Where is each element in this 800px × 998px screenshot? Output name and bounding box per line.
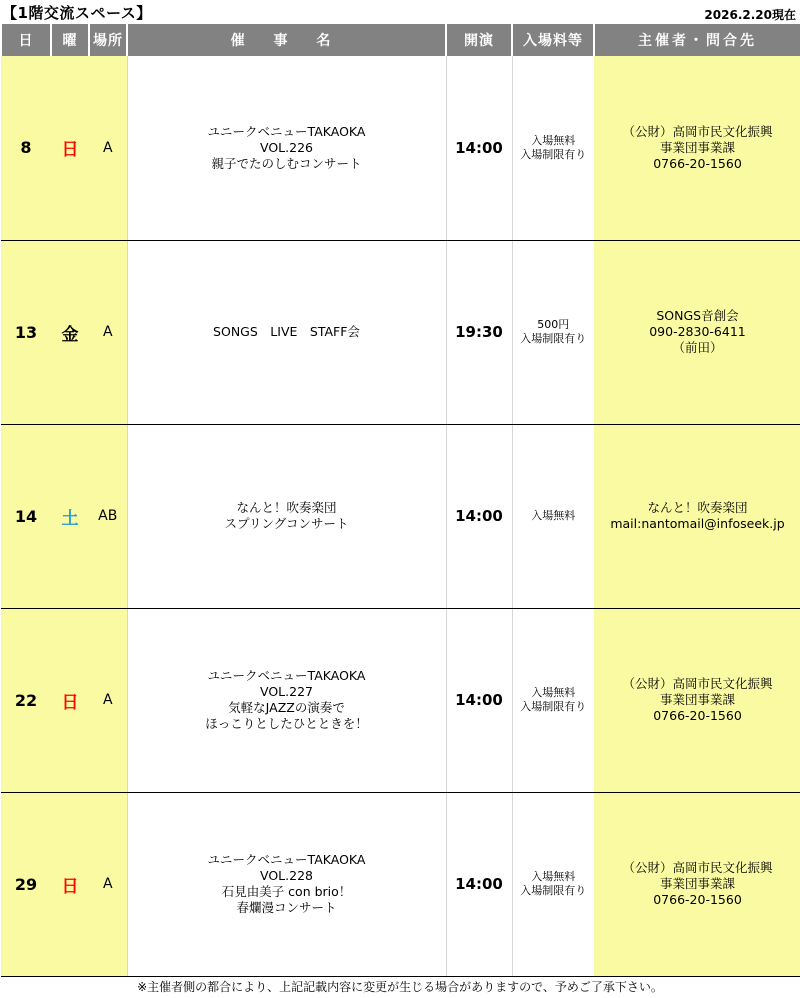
event-title-line: 親子でたのしむコンサート xyxy=(211,155,362,171)
contact-line: 事業団事業課 xyxy=(659,692,735,707)
event-start-time: 14:00 xyxy=(446,56,512,240)
contact-line: 090-2830-6411 xyxy=(649,324,746,339)
contact-line: なんと！吹奏楽団 xyxy=(647,500,748,515)
admission-line: 入場制限有り xyxy=(520,884,587,897)
event-admission-cell xyxy=(512,56,594,240)
event-title-line: SONGS LIVE STAFF会 xyxy=(213,324,360,339)
contact-line: 0766-20-1560 xyxy=(653,155,742,171)
contact-line: （公財）高岡市民文化振興 xyxy=(622,676,773,691)
col-header-event-title: 催 事 名 xyxy=(127,24,446,56)
contact-line: 事業団事業課 xyxy=(659,876,735,891)
event-title-line: ユニークベニューTAKAOKA xyxy=(207,668,366,683)
event-day: 13 xyxy=(1,240,51,424)
table-header-row xyxy=(1,24,800,56)
event-schedule-table xyxy=(0,24,800,977)
event-title-line: ユニークベニューTAKAOKA xyxy=(207,123,366,139)
event-title-line: 石見由美子 con brio！ xyxy=(221,884,352,899)
table-row xyxy=(1,56,800,240)
event-day: 8 xyxy=(1,56,51,240)
contact-line: （公財）高岡市民文化振興 xyxy=(622,860,773,875)
event-title-line: VOL.226 xyxy=(260,139,313,155)
event-admission-cell xyxy=(512,608,594,792)
contact-line: （公財）高岡市民文化振興 xyxy=(622,123,773,139)
event-title-line: ほっこりとしたひとときを！ xyxy=(205,716,368,731)
event-title-cell xyxy=(127,608,446,792)
event-day: 14 xyxy=(1,424,51,608)
col-header-weekday: 曜 xyxy=(51,24,89,56)
organizer-contact-cell xyxy=(594,792,800,976)
organizer-contact-cell xyxy=(594,424,800,608)
event-title-line: VOL.228 xyxy=(260,868,313,883)
admission-line: 入場無料 xyxy=(531,686,576,699)
event-day: 22 xyxy=(1,608,51,792)
contact-line: 0766-20-1560 xyxy=(653,708,742,723)
event-venue: A xyxy=(89,792,127,976)
table-row xyxy=(1,424,800,608)
event-venue: A xyxy=(89,56,127,240)
table-row xyxy=(1,240,800,424)
event-title-cell xyxy=(127,792,446,976)
contact-line: mail:nantomail@infoseek.jp xyxy=(610,516,785,531)
event-title-cell xyxy=(127,56,446,240)
admission-line: 500円 xyxy=(537,318,570,331)
event-start-time: 14:00 xyxy=(446,424,512,608)
col-header-start-time: 開演 xyxy=(446,24,512,56)
event-title-line: スプリングコンサート xyxy=(224,516,349,531)
admission-line: 入場制限有り xyxy=(520,332,587,345)
admission-line: 入場無料 xyxy=(531,509,576,522)
col-header-organizer-contact: 主催者・問合先 xyxy=(594,24,800,56)
event-weekday: 日 xyxy=(51,608,89,792)
admission-line: 入場制限有り xyxy=(520,700,587,713)
event-title-line: 春爛漫コンサート xyxy=(236,900,337,915)
contact-line: SONGS音創会 xyxy=(656,308,739,323)
table-row xyxy=(1,608,800,792)
admission-line: 入場無料 xyxy=(531,133,576,147)
organizer-contact-cell xyxy=(594,608,800,792)
event-weekday: 日 xyxy=(51,56,89,240)
event-admission-cell xyxy=(512,240,594,424)
event-title-line: なんと！吹奏楽団 xyxy=(236,500,337,515)
page-title: 【1階交流スペース】 xyxy=(2,4,152,22)
event-venue: AB xyxy=(89,424,127,608)
col-header-admission: 入場料等 xyxy=(512,24,594,56)
organizer-contact-cell xyxy=(594,56,800,240)
event-admission-cell xyxy=(512,424,594,608)
event-venue: A xyxy=(89,240,127,424)
event-weekday: 金 xyxy=(51,240,89,424)
event-weekday: 日 xyxy=(51,792,89,976)
organizer-contact-cell xyxy=(594,240,800,424)
event-start-time: 14:00 xyxy=(446,608,512,792)
event-title-cell xyxy=(127,240,446,424)
admission-line: 入場制限有り xyxy=(520,147,587,161)
col-header-day: 日 xyxy=(1,24,51,56)
event-weekday: 土 xyxy=(51,424,89,608)
event-venue: A xyxy=(89,608,127,792)
contact-line: 事業団事業課 xyxy=(659,139,735,155)
contact-line: （前田） xyxy=(672,340,723,355)
event-start-time: 19:30 xyxy=(446,240,512,424)
event-title-cell xyxy=(127,424,446,608)
event-day: 29 xyxy=(1,792,51,976)
event-title-line: VOL.227 xyxy=(260,684,313,699)
event-title-line: 気軽なJAZZの演奏で xyxy=(228,700,345,715)
footnote: ※主催者側の都合により、上記記載内容に変更が生じる場合がありますので、予めご了承下さい。 xyxy=(137,980,663,994)
admission-line: 入場無料 xyxy=(531,870,576,883)
contact-line: 0766-20-1560 xyxy=(653,892,742,907)
event-admission-cell xyxy=(512,792,594,976)
event-start-time: 14:00 xyxy=(446,792,512,976)
event-title-line: ユニークベニューTAKAOKA xyxy=(207,852,366,867)
as-of-date: 2026.2.20現在 xyxy=(704,8,796,22)
table-row xyxy=(1,792,800,976)
col-header-venue: 場所 xyxy=(89,24,127,56)
